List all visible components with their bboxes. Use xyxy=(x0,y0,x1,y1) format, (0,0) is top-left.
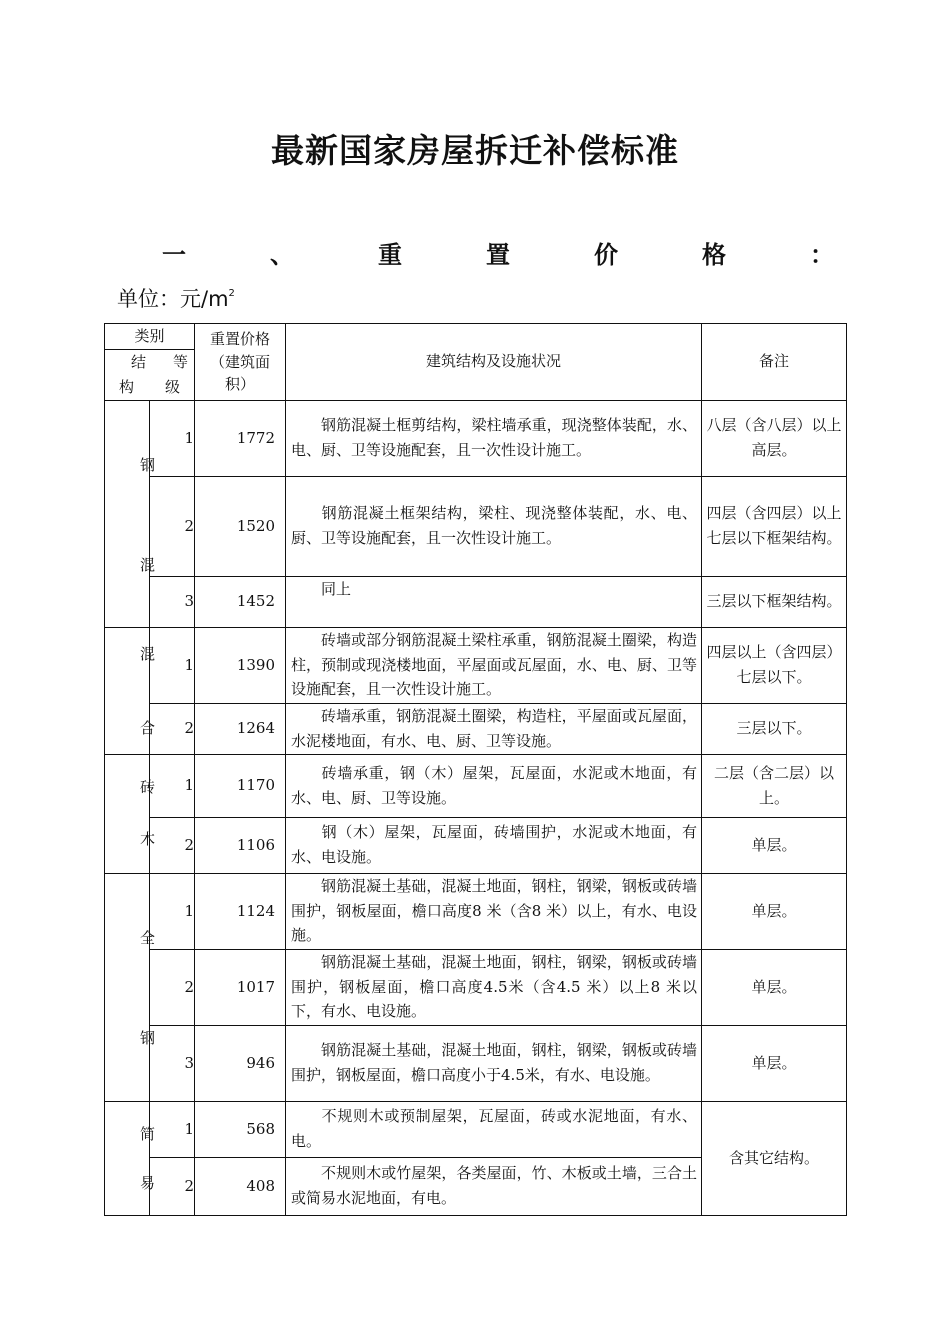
category-char: 易 xyxy=(140,1173,156,1192)
note-cell: 单层。 xyxy=(702,949,847,1025)
category-cell xyxy=(105,754,156,873)
category-cell xyxy=(105,873,156,1101)
desc-cell xyxy=(286,1025,702,1101)
grade-cell: 2 xyxy=(150,476,195,576)
desc-cell xyxy=(286,949,702,1025)
header-grade: 级 xyxy=(165,377,181,396)
note-cell: 三层以下。 xyxy=(702,703,847,754)
heading-char: 重 xyxy=(378,240,402,269)
heading-char: ： xyxy=(810,240,834,269)
grade-cell: 2 xyxy=(150,817,195,873)
grade-cell: 2 xyxy=(150,703,195,754)
header-desc: 建筑结构及设施状况 xyxy=(286,324,702,401)
section-heading xyxy=(162,232,834,272)
heading-char: 价 xyxy=(594,240,618,269)
price-cell: 1170 xyxy=(195,754,286,817)
grade-cell: 2 xyxy=(150,1157,195,1215)
note-cell: 含其它结构。 xyxy=(702,1101,847,1215)
grade-cell: 1 xyxy=(150,754,195,817)
grade-cell: 3 xyxy=(150,576,195,627)
header-structure-right: 等 xyxy=(173,353,189,371)
note-cell: 二层（含二层）以上。 xyxy=(702,754,847,817)
desc-cell xyxy=(286,627,702,703)
header-note: 备注 xyxy=(702,324,847,401)
header-price: 重置价格（建筑面积） xyxy=(195,324,286,401)
price-table xyxy=(104,323,847,1216)
header-structure-bottom: 构 xyxy=(119,377,135,396)
header-category: 类别 xyxy=(105,324,195,350)
category-char: 混 xyxy=(140,555,156,574)
note-cell: 单层。 xyxy=(702,873,847,949)
desc-text: 不规则木或预制屋架，瓦屋面，砖或水泥地面，有水、电。 xyxy=(291,1107,698,1150)
desc-text: 砖墙承重，钢筋混凝土圈梁，构造柱，平屋面或瓦屋面，水泥楼地面，有水、电、厨、卫等设施。 xyxy=(291,706,698,750)
grade-cell: 3 xyxy=(150,1025,195,1101)
header-structure-grade xyxy=(105,350,195,401)
desc-cell xyxy=(286,400,702,476)
grade-cell: 1 xyxy=(150,627,195,703)
category-cell xyxy=(105,400,156,627)
category-cell xyxy=(105,1101,156,1215)
heading-char: 一 xyxy=(162,240,186,269)
desc-cell xyxy=(286,873,702,949)
category-char: 钢 xyxy=(140,455,156,474)
heading-char: 置 xyxy=(486,240,510,269)
desc-text: 钢筋混凝土框剪结构，梁柱墙承重，现浇整体装配，水、电、厨、卫等设施配套，且一次性设计施工。 xyxy=(291,416,698,459)
category-char: 合 xyxy=(140,718,156,737)
grade-cell: 1 xyxy=(150,400,195,476)
unit-superscript: 2 xyxy=(228,288,235,299)
category-char: 钢 xyxy=(140,1028,156,1047)
price-cell: 1124 xyxy=(195,873,286,949)
category-char: 全 xyxy=(140,928,156,947)
price-cell: 568 xyxy=(195,1101,286,1157)
heading-char: 格 xyxy=(702,240,726,269)
desc-cell xyxy=(286,576,702,627)
desc-cell xyxy=(286,817,702,873)
desc-text: 钢筋混凝土基础，混凝土地面，钢柱，钢梁，钢板或砖墙围护，钢板屋面，檐口高度4.5米（含4.5 米）以上8 米以下，有水、电设施。 xyxy=(291,952,698,1021)
desc-text: 不规则木或竹屋架，各类屋面，竹、木板或土墙，三合土或简易水泥地面，有电。 xyxy=(291,1164,698,1207)
desc-text: 钢筋混凝土基础，混凝土地面，钢柱，钢梁，钢板或砖墙围护，钢板屋面，檐口高度小于4.5米，有水、电设施。 xyxy=(291,1041,698,1084)
desc-text: 砖墙或部分钢筋混凝土梁柱承重，钢筋混凝土圈梁，构造柱，预制或现浇楼地面，平屋面或瓦屋面，水、电、厨、卫等设施配套，且一次性设计施工。 xyxy=(291,630,698,699)
desc-text: 同上 xyxy=(321,579,352,598)
category-char: 木 xyxy=(140,829,156,848)
note-cell: 单层。 xyxy=(702,1025,847,1101)
desc-text: 钢筋混凝土基础，混凝土地面，钢柱，钢梁，钢板或砖墙围护，钢板屋面，檐口高度8 米（含8 米）以上，有水、电设施。 xyxy=(291,876,698,945)
desc-cell xyxy=(286,703,702,754)
price-cell: 946 xyxy=(195,1025,286,1101)
grade-cell: 2 xyxy=(150,949,195,1025)
desc-cell xyxy=(286,476,702,576)
note-cell: 单层。 xyxy=(702,817,847,873)
unit-text: 单位：元/m xyxy=(117,287,229,311)
grade-cell: 1 xyxy=(150,1101,195,1157)
desc-text: 钢筋混凝土框架结构，梁柱、现浇整体装配，水、电、厨、卫等设施配套，且一次性设计施工。 xyxy=(291,504,698,547)
desc-cell xyxy=(286,1101,702,1157)
header-structure-left: 结 xyxy=(131,353,147,371)
grade-cell: 1 xyxy=(150,873,195,949)
unit-label xyxy=(117,283,235,313)
note-cell: 四层（含四层）以上七层以下框架结构。 xyxy=(702,476,847,576)
price-cell: 1452 xyxy=(195,576,286,627)
note-cell: 四层以上（含四层）七层以下。 xyxy=(702,627,847,703)
category-char: 混 xyxy=(140,644,156,663)
note-cell: 八层（含八层）以上高层。 xyxy=(702,400,847,476)
price-cell: 408 xyxy=(195,1157,286,1215)
category-char: 简 xyxy=(140,1124,156,1143)
price-cell: 1520 xyxy=(195,476,286,576)
page-title: 最新国家房屋拆迁补偿标准 xyxy=(271,131,679,170)
price-cell: 1106 xyxy=(195,817,286,873)
desc-cell xyxy=(286,1157,702,1215)
price-cell: 1264 xyxy=(195,703,286,754)
note-cell: 三层以下框架结构。 xyxy=(702,576,847,627)
desc-text: 砖墙承重，钢（木）屋架，瓦屋面，水泥或木地面，有水、电、厨、卫等设施。 xyxy=(291,763,698,807)
category-cell xyxy=(105,627,156,754)
category-char: 砖 xyxy=(140,777,156,796)
price-cell: 1390 xyxy=(195,627,286,703)
heading-char: 、 xyxy=(270,240,294,269)
price-cell: 1772 xyxy=(195,400,286,476)
desc-text: 钢（木）屋架，瓦屋面，砖墙围护，水泥或木地面，有水、电设施。 xyxy=(291,823,698,866)
desc-cell xyxy=(286,754,702,817)
price-cell: 1017 xyxy=(195,949,286,1025)
